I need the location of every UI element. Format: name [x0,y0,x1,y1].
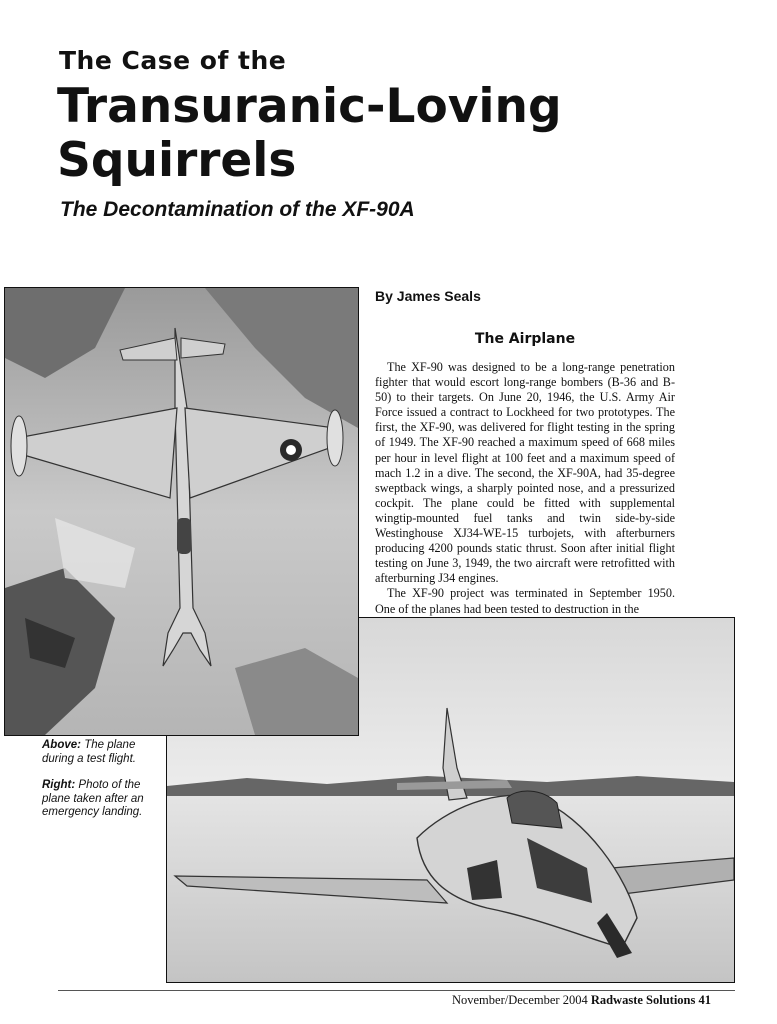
page-footer [452,993,711,1008]
caption-above-label: Above: [42,739,81,751]
article-subtitle: The Decontamination of the XF-90A [60,198,415,221]
body-paragraph: The XF-90 project was terminated in September 1950. One of the planes had been tested to destruction in the [375,586,675,616]
caption-right [42,779,160,820]
footer-page-number: 41 [698,993,711,1007]
article-title: Transuranic-Loving Squirrels [57,79,562,188]
caption-right-label: Right: [42,779,76,791]
caption-right-text: Photo of the plane taken after an emergency landing. [42,779,144,818]
body-paragraph: The XF-90 was designed to be a long-range penetration fighter that would escort long-range bombers (B-36 and B-50) to their targets. On June 20, 1946, the U.S. Army Air Force issued a contract to Lockheed for two prototypes. The first, the XF-90, was delivered for flight testing in the spring of 1949. The XF-90 reached a maximum speed of 668 miles per hour in level flight at 100 feet and a maximum speed of mach 1.2 in a dive. The second, the XF-90A, had 35-degree sweptback wings, a sharply pointed nose, and a pressurized cockpit. The plane could be fitted with supplemental wingtip-mounted fuel tanks and twin side-by-side Westinghouse XJ34-WE-15 turbojets, with afterburners producing 4200 pounds static thrust. Soon after initial flight testing on June 3, 1949, the two aircraft were retrofitted with afterburning J34 engines. [375,360,675,586]
caption-above [42,739,160,766]
article-kicker: The Case of the [59,46,287,75]
footer-publication: Radwaste Solutions [590,993,696,1007]
photo-caption [42,739,160,833]
caption-above-text: The plane during a test flight. [42,739,136,765]
footer-rule [58,990,735,991]
article-body [375,360,675,616]
section-heading: The Airplane [474,331,576,347]
photo-plane-in-flight [4,287,359,736]
byline: By James Seals [375,288,481,304]
footer-issue: November/December 2004 [451,993,588,1007]
flight-photo-illustration [5,288,358,735]
